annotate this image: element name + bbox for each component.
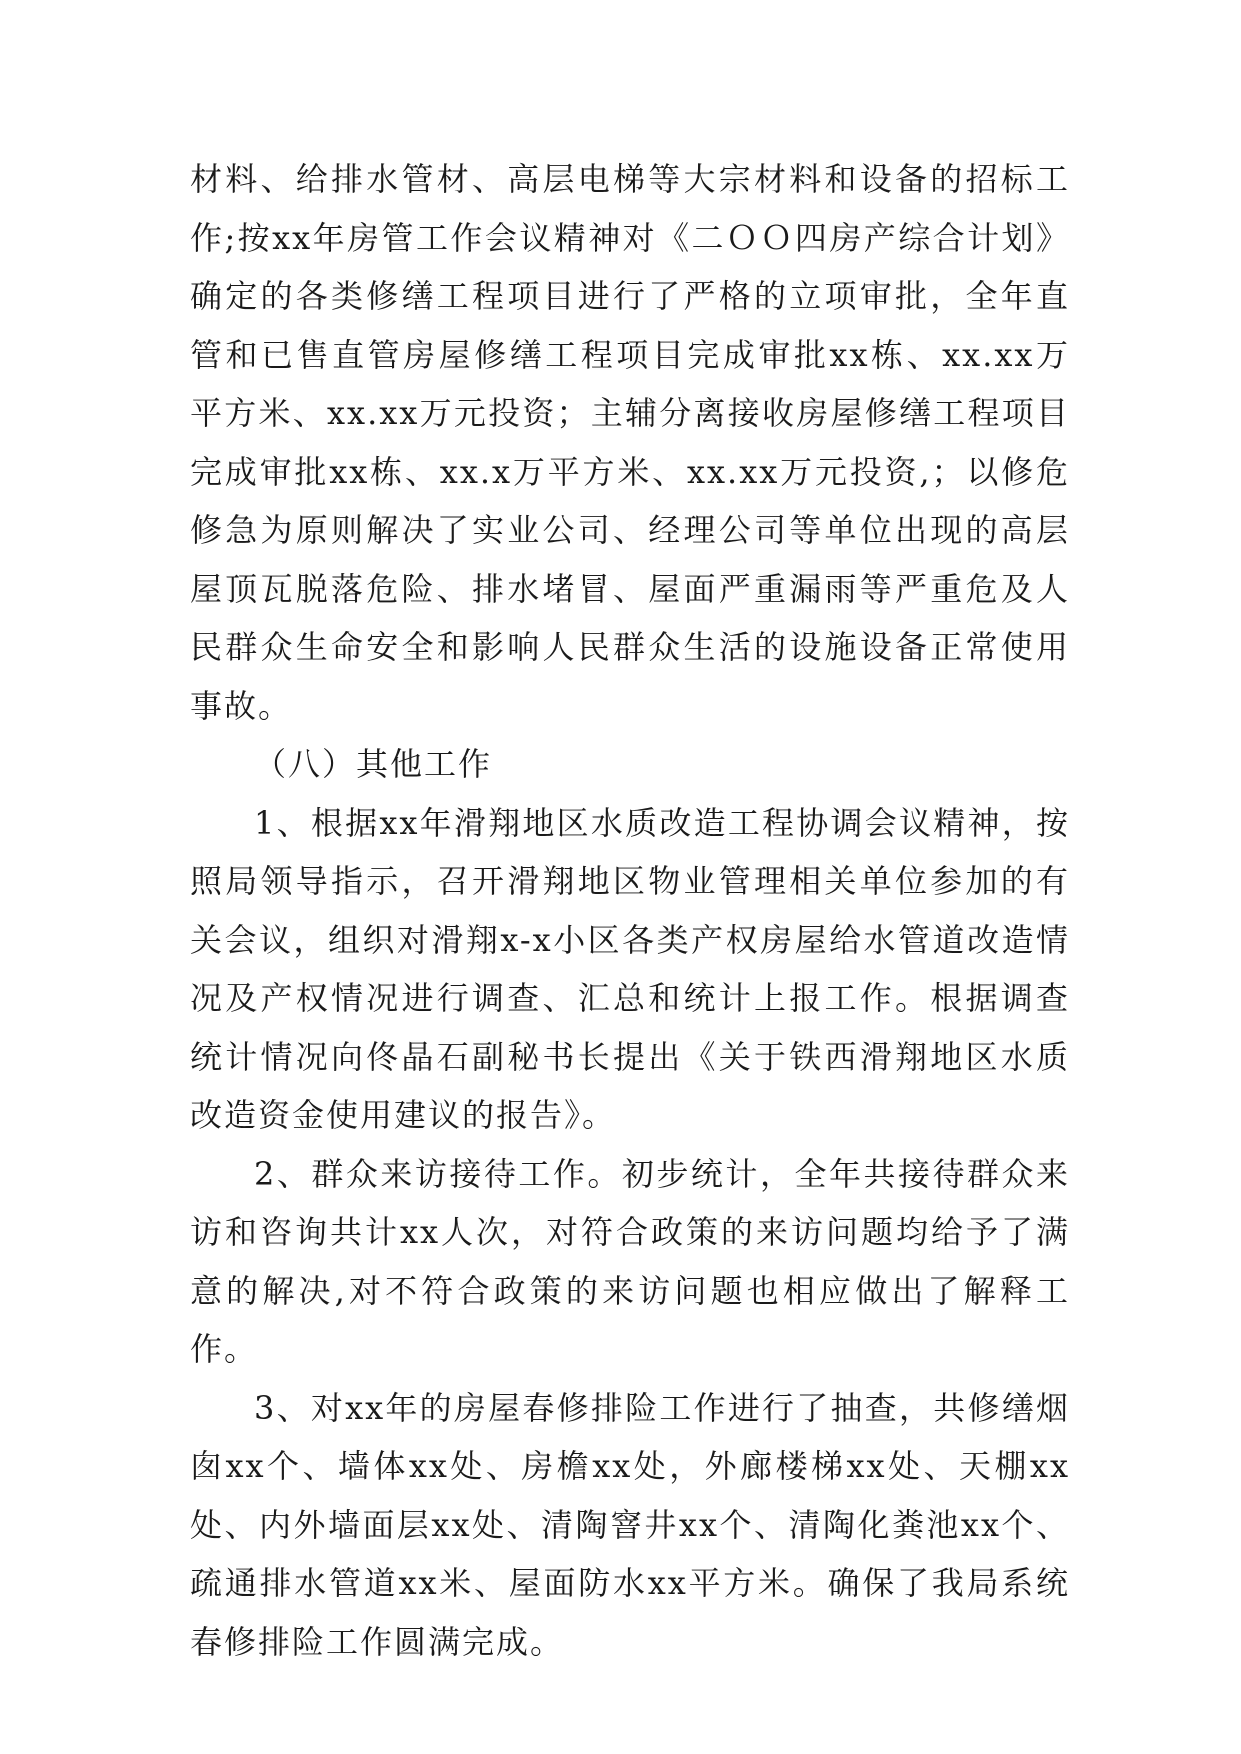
- section-heading-other-work: （八）其他工作: [254, 745, 493, 783]
- paragraph-item-2: 2、群众来访接待工作。初步统计，全年共接待群众来访和咨询共计xx人次，对符合政策的来访问题均给予了满意的解决,对不符合政策的来访问题也相应做出了解释工作。: [190, 1154, 1070, 1368]
- document-body: [190, 150, 1070, 1671]
- paragraph-item-3: 3、对xx年的房屋春修排险工作进行了抽查，共修缮烟囱xx个、墙体xx处、房檐xx处，外廊楼梯xx处、天棚xx处、内外墙面层xx处、清陶窨井xx个、清陶化粪池xx个、疏通排水管道xx米、屋面防水xx平方米。确保了我局系统春修排险工作圆满完成。: [190, 1388, 1070, 1661]
- paragraph-materials-repairs: 材料、给排水管材、高层电梯等大宗材料和设备的招标工作;按xx年房管工作会议精神对《二ＯＯ四房产综合计划》确定的各类修缮工程项目进行了严格的立项审批，全年直管和已售直管房屋修缮工程项目完成审批xx栋、xx.xx万平方米、xx.xx万元投资；主辅分离接收房屋修缮工程项目完成审批xx栋、xx.x万平方米、xx.xx万元投资,；以修危修急为原则解决了实业公司、经理公司等单位出现的高层屋顶瓦脱落危险、排水堵冒、屋面严重漏雨等严重危及人民群众生命安全和影响人民群众生活的设施设备正常使用事故。: [190, 160, 1070, 725]
- paragraph-item-1: 1、根据xx年滑翔地区水质改造工程协调会议精神，按照局领导指示，召开滑翔地区物业管理相关单位参加的有关会议，组织对滑翔x-x小区各类产权房屋给水管道改造情况及产权情况进行调查、汇总和统计上报工作。根据调查统计情况向佟晶石副秘书长提出《关于铁西滑翔地区水质改造资金使用建议的报告》。: [190, 803, 1070, 1134]
